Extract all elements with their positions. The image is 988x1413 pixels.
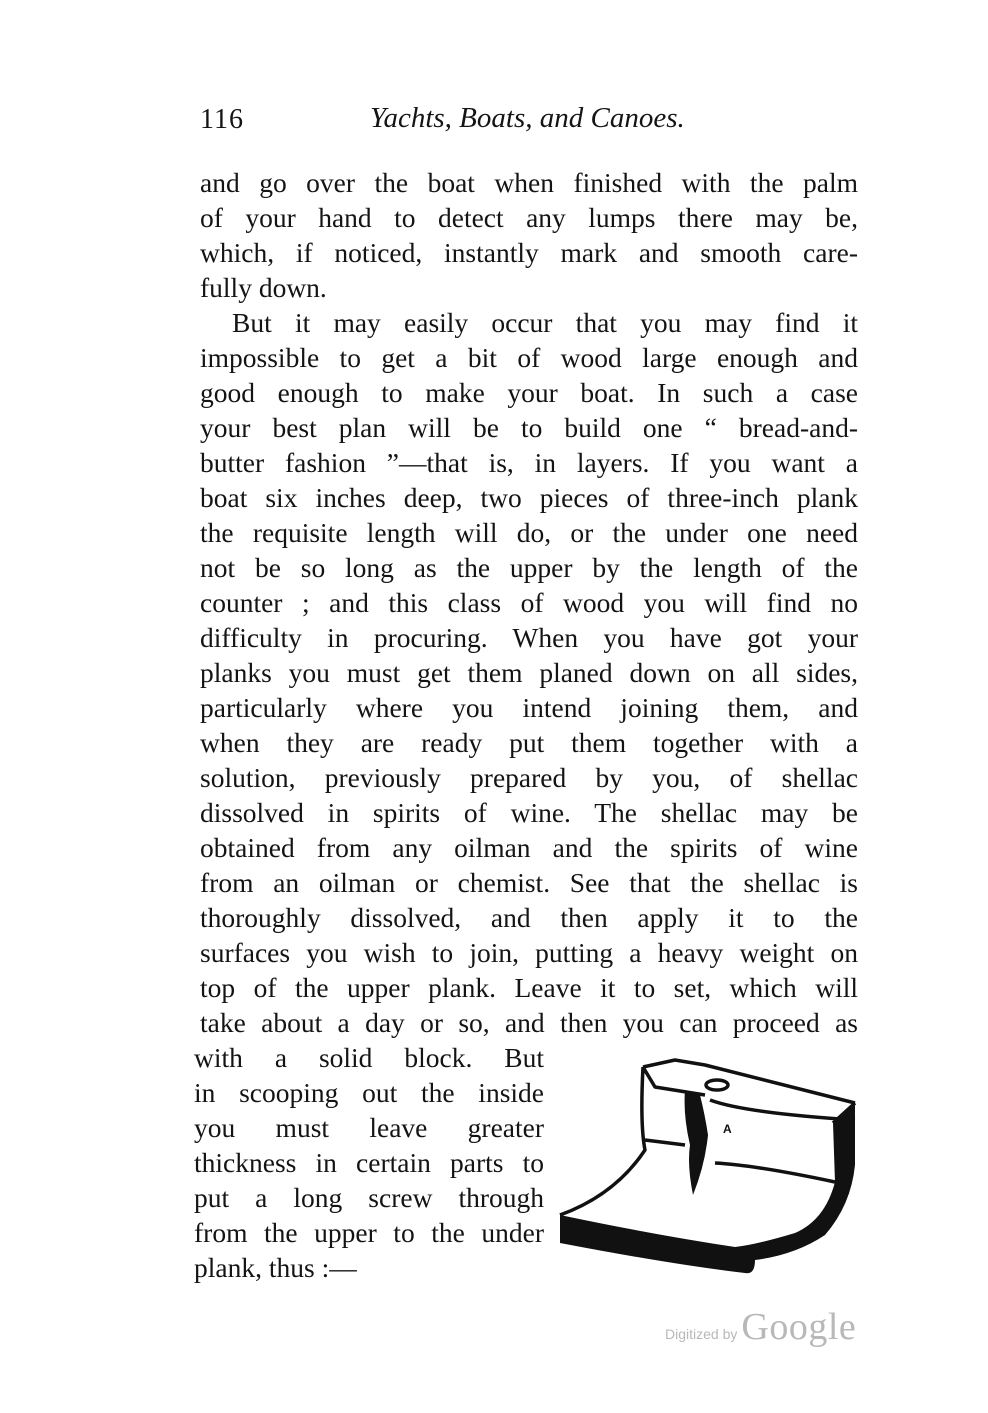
text-line: surfaces you wish to join, putting a heavy weight on [200,937,858,968]
text-line: not be so long as the upper by the length of the [200,552,858,583]
text-line: counter ; and this class of wood you will find no [200,587,858,618]
text-line: obtained from any oilman and the spirits of wine [200,832,858,863]
text-line: fully down. [200,272,327,303]
text-line: dissolved in spirits of wine. The shellac may be [200,797,858,828]
running-title: Yachts, Boats, and Canoes. [370,102,685,134]
figure-label: A [723,1122,732,1136]
text-line: take about a day or so, and then you can proceed as [200,1007,858,1038]
text-line: top of the upper plank. Leave it to set, which will [200,972,858,1003]
google-watermark [665,1305,856,1349]
block-shadow [560,1103,855,1273]
boat-block-illustration [555,1055,860,1275]
text-line: particularly where you intend joining them, and [200,692,858,723]
text-line: solution, previously prepared by you, of shellac [200,762,858,793]
text-line: your best plan will be to build one “ bread-and- [200,412,858,443]
text-line: thoroughly dissolved, and then apply it to the [200,902,858,933]
text-line: the requisite length will do, or the under one need [200,517,858,548]
text-line: boat six inches deep, two pieces of three-inch plank [200,482,858,513]
text-line: plank, thus :— [194,1252,357,1283]
page-number: 116 [200,104,244,135]
watermark-prefix: Digitized by [665,1326,738,1342]
text-line: impossible to get a bit of wood large enough and [200,342,858,373]
text-line: difficulty in procuring. When you have got your [200,622,858,653]
text-line: from the upper to the under [194,1217,544,1248]
text-line: But it may easily occur that you may find it [232,307,858,338]
text-line: of your hand to detect any lumps there may be, [200,202,858,233]
text-line: and go over the boat when finished with the palm [200,167,858,198]
text-line: in scooping out the inside [194,1077,544,1108]
text-line: when they are ready put them together with a [200,727,858,758]
text-line: you must leave greater [194,1112,544,1143]
text-line: put a long screw through [194,1182,544,1213]
text-line: which, if noticed, instantly mark and smooth care- [200,237,858,268]
text-line: good enough to make your boat. In such a case [200,377,858,408]
screw-cut [685,1090,708,1195]
watermark-brand: Google [741,1306,857,1348]
text-line: butter fashion ”—that is, in layers. If you want a [200,447,858,478]
text-line: with a solid block. But [194,1042,544,1073]
text-line: planks you must get them planed down on all sides, [200,657,858,688]
text-line: thickness in certain parts to [194,1147,544,1178]
text-line: from an oilman or chemist. See that the shellac is [200,867,858,898]
